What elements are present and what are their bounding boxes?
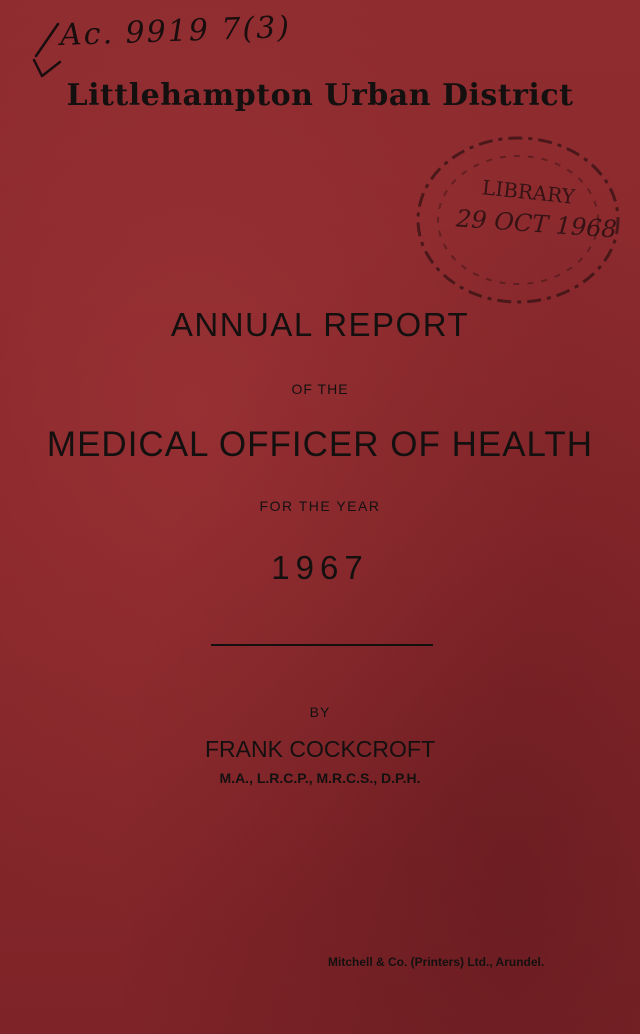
report-subject: MEDICAL OFFICER OF HEALTH bbox=[46, 425, 594, 464]
handwritten-annotation: Ac. 9919 7(3) bbox=[59, 9, 292, 54]
report-title: ANNUAL REPORT bbox=[170, 306, 470, 343]
by-label: BY bbox=[309, 704, 331, 720]
stamp-date: 29 OCT 1968 bbox=[455, 204, 618, 244]
printer-imprint: Mitchell & Co. (Printers) Ltd., Arundel. bbox=[328, 955, 545, 969]
author-degrees: M.A., L.R.C.P., M.R.C.S., D.P.H. bbox=[219, 770, 421, 786]
report-year: 1967 bbox=[271, 549, 369, 586]
library-stamp bbox=[408, 128, 628, 328]
district-title: Littlehampton Urban District bbox=[66, 78, 574, 113]
divider-rule bbox=[211, 644, 433, 646]
of-the-label: OF THE bbox=[291, 381, 349, 397]
for-the-year-label: FOR THE YEAR bbox=[259, 498, 381, 514]
stamp-library-label: LIBRARY bbox=[481, 175, 577, 209]
author-name: FRANK COCKCROFT bbox=[205, 736, 435, 762]
